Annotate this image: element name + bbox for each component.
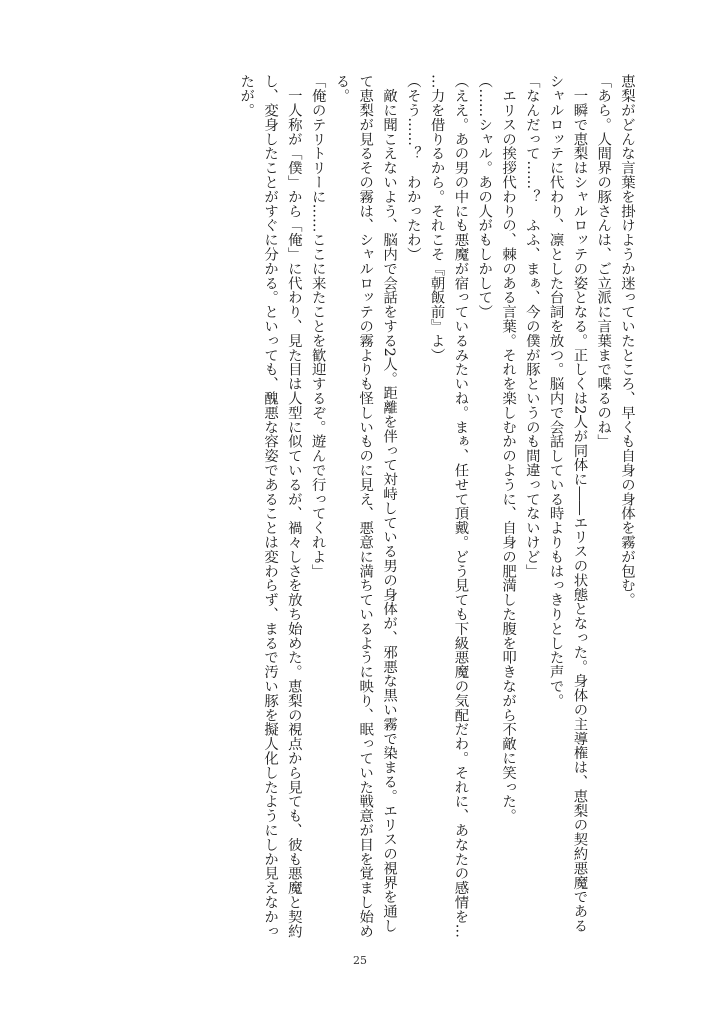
- text-line: 「あら。人間界の豚さんは、ご立派に言葉まで喋るのね」: [595, 74, 612, 449]
- text-line: （……シャル。あの人がもしかして）: [476, 74, 493, 319]
- text-line: 恵梨がどんな言葉を掛けようか迷っていたところ、早くも自身の身体を霧が包む。: [619, 74, 635, 607]
- text-line: （そう……？ わかったわ）: [404, 74, 421, 262]
- text-line: エリスの挨拶代わりの、棘のある言葉。それを楽しむかのように、自身の肥満した腹を叩きながら不敵に笑った。: [500, 74, 517, 823]
- text-line: 「俺のテリトリーに……ここに来たことを歓迎するぞ。遊んで行ってくれよ」: [309, 74, 326, 578]
- text-line: （ええ。あの男の中にも悪魔が宿っているみたいね。まぁ、任せて頂戴。どう見ても下級悪魔の気配だわ。それに、あなたの感情を……力を借りるから。それこそ『朝飯前』よ）: [428, 74, 469, 938]
- body-text: [78, 74, 638, 944]
- text-line: 敵に聞こえないよう、脳内で会話をする2人。距離を伴って対峙している男の身体が、邪悪な黒い霧で染まる。エリスの視界を通して恵梨が見るその霧は、シャルロッテの霧よりも怪しいものに見え、悪意に満ちているように映り、眠っていた戦意が目を覚まし始める。: [333, 74, 398, 938]
- text-line: 「なんだって……？ ふふ、まぁ、今の僕が豚というのも間違ってないけど」: [523, 74, 540, 578]
- text-line: 一人称が「僕」から「俺」に代わり、見た目は人型に似ているが、禍々しさを放ち始めた。恵梨の視点から見ても、彼も悪魔と契約し、変身したことがすぐに分かる。といっても、醜悪な容姿であることは変わらず、まるで汚い豚を擬人化したようにしか見えなかったが。: [238, 74, 302, 938]
- text-line: 一瞬で恵梨はシャルロッテの姿となる。正しくは2人が同体に――エリスの状態となった。身体の主導権は、恵梨の契約悪魔であるシャルロッテに代わり、凛とした台詞を放つ。脳内で会話している時よりもはっきりとした声で。: [547, 74, 588, 933]
- page-number: 25: [353, 954, 367, 967]
